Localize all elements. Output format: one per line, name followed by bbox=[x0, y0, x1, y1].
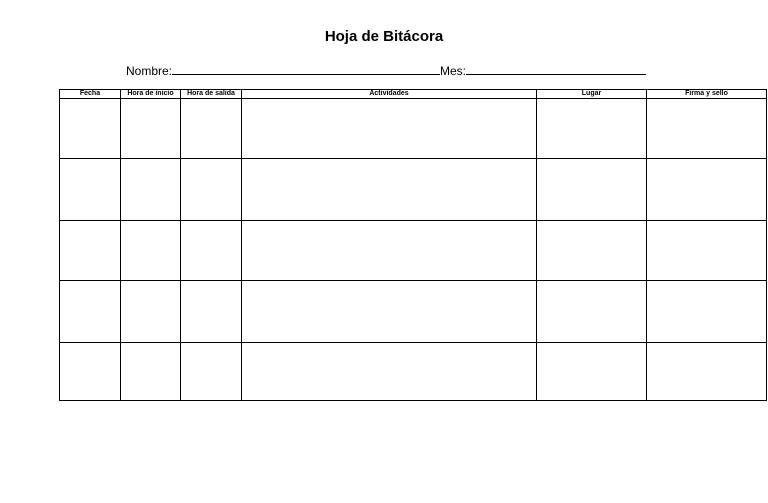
cell-hora-salida[interactable] bbox=[181, 159, 242, 221]
cell-actividades[interactable] bbox=[242, 343, 537, 401]
table-row bbox=[60, 99, 767, 159]
cell-hora-salida[interactable] bbox=[181, 343, 242, 401]
column-header-fecha: Fecha bbox=[60, 90, 121, 99]
cell-hora-salida[interactable] bbox=[181, 99, 242, 159]
cell-hora-salida[interactable] bbox=[181, 221, 242, 281]
table-row bbox=[60, 159, 767, 221]
cell-actividades[interactable] bbox=[242, 159, 537, 221]
cell-firma[interactable] bbox=[647, 221, 767, 281]
cell-hora-salida[interactable] bbox=[181, 281, 242, 343]
month-field-line[interactable] bbox=[466, 62, 646, 75]
cell-firma[interactable] bbox=[647, 99, 767, 159]
cell-hora-inicio[interactable] bbox=[121, 159, 181, 221]
cell-actividades[interactable] bbox=[242, 221, 537, 281]
cell-lugar[interactable] bbox=[537, 343, 647, 401]
cell-lugar[interactable] bbox=[537, 221, 647, 281]
month-label: Mes: bbox=[440, 64, 467, 78]
header-fields bbox=[126, 62, 646, 78]
cell-hora-inicio[interactable] bbox=[121, 221, 181, 281]
cell-lugar[interactable] bbox=[537, 281, 647, 343]
column-header-firma: Firma y sello bbox=[647, 90, 767, 99]
column-header-lugar: Lugar bbox=[537, 90, 647, 99]
name-field-line[interactable] bbox=[172, 62, 440, 75]
cell-hora-inicio[interactable] bbox=[121, 343, 181, 401]
column-header-hora-inicio: Hora de inicio bbox=[121, 90, 181, 99]
cell-fecha[interactable] bbox=[60, 99, 121, 159]
cell-firma[interactable] bbox=[647, 281, 767, 343]
cell-hora-inicio[interactable] bbox=[121, 99, 181, 159]
table-header-row bbox=[60, 90, 767, 99]
cell-actividades[interactable] bbox=[242, 281, 537, 343]
cell-lugar[interactable] bbox=[537, 99, 647, 159]
name-label: Nombre: bbox=[126, 64, 173, 78]
table-row bbox=[60, 221, 767, 281]
log-table bbox=[59, 89, 767, 401]
cell-fecha[interactable] bbox=[60, 343, 121, 401]
cell-hora-inicio[interactable] bbox=[121, 281, 181, 343]
cell-actividades[interactable] bbox=[242, 99, 537, 159]
cell-fecha[interactable] bbox=[60, 281, 121, 343]
cell-lugar[interactable] bbox=[537, 159, 647, 221]
column-header-actividades: Actividades bbox=[242, 90, 537, 99]
cell-fecha[interactable] bbox=[60, 221, 121, 281]
page-title: Hoja de Bitácora bbox=[324, 28, 444, 45]
table-row bbox=[60, 281, 767, 343]
cell-firma[interactable] bbox=[647, 159, 767, 221]
table-row bbox=[60, 343, 767, 401]
cell-firma[interactable] bbox=[647, 343, 767, 401]
column-header-hora-salida: Hora de salida bbox=[181, 90, 242, 99]
cell-fecha[interactable] bbox=[60, 159, 121, 221]
